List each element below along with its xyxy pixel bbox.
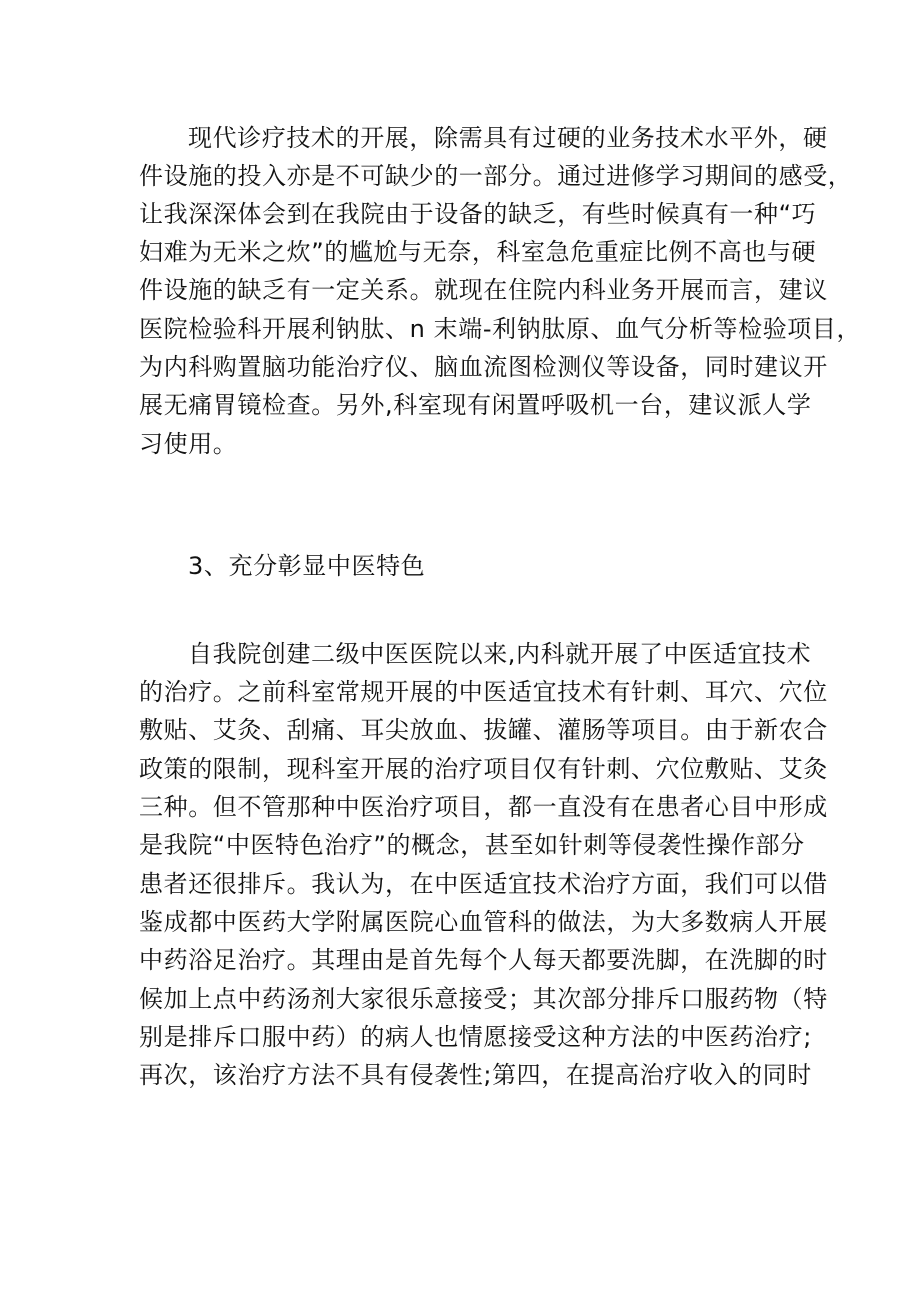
- section-heading: 3、充分彰显中医特色: [188, 552, 426, 580]
- paragraph1-line-3: 让我深深体会到在我院由于设备的缺乏，有些时候真有一种“巧: [139, 200, 817, 228]
- paragraph2-line-9: 中药浴足治疗。其理由是首先每个人每天都要洗脚，在洗脚的时: [139, 946, 828, 974]
- paragraph1-line-7: 为内科购置脑功能治疗仪、脑血流图检测仪等设备，同时建议开: [139, 353, 828, 381]
- paragraph1-line-4: 妇难为无米之炊”的尴尬与无奈，科室急危重症比例不高也与硬: [139, 238, 817, 266]
- paragraph2-line-12: 再次，该治疗方法不具有侵袭性;第四，在提高治疗收入的同时: [139, 1061, 812, 1089]
- paragraph1-line-9: 习使用。: [139, 430, 238, 458]
- paragraph2-line-8: 鉴成都中医药大学附属医院心血管科的做法，为大多数病人开展: [139, 908, 828, 936]
- paragraph2-line-6: 是我院“中医特色治疗”的概念，甚至如针刺等侵袭性操作部分: [139, 831, 805, 859]
- paragraph2-line-7: 患者还很排斥。我认为，在中医适宜技术治疗方面，我们可以借: [139, 870, 828, 898]
- paragraph2-line-3: 敷贴、艾灸、刮痛、耳尖放血、拔罐、灌肠等项目。由于新农合: [139, 716, 828, 744]
- paragraph1-line-8: 展无痛胃镜检查。另外,科室现有闲置呼吸机一台，建议派人学: [139, 391, 812, 419]
- paragraph2-line-2: 的治疗。之前科室常规开展的中医适宜技术有针刺、耳穴、穴位: [139, 678, 828, 706]
- paragraph1-line-6: 医院检验科开展利钠肽、n 末端-利钠肽原、血气分析等检验项目，: [139, 315, 862, 343]
- paragraph1-line-2: 件设施的投入亦是不可缺少的一部分。通过进修学习期间的感受，: [139, 162, 853, 190]
- paragraph2-line-4: 政策的限制，现科室开展的治疗项目仅有针刺、穴位敷贴、艾灸: [139, 755, 828, 783]
- paragraph2-line-10: 候加上点中药汤剂大家很乐意接受；其次部分排斥口服药物（特: [139, 985, 828, 1013]
- paragraph2-line-5: 三种。但不管那种中医治疗项目，都一直没有在患者心目中形成: [139, 793, 828, 821]
- paragraph1-line-5: 件设施的缺乏有一定关系。就现在住院内科业务开展而言，建议: [139, 276, 828, 304]
- paragraph1-line-1: 现代诊疗技术的开展，除需具有过硬的业务技术水平外，硬: [188, 124, 828, 152]
- paragraph2-line-1: 自我院创建二级中医医院以来,内科就开展了中医适宜技术: [188, 640, 812, 668]
- paragraph2-line-11: 别是排斥口服中药）的病人也情愿接受这种方法的中医药治疗;: [139, 1023, 812, 1051]
